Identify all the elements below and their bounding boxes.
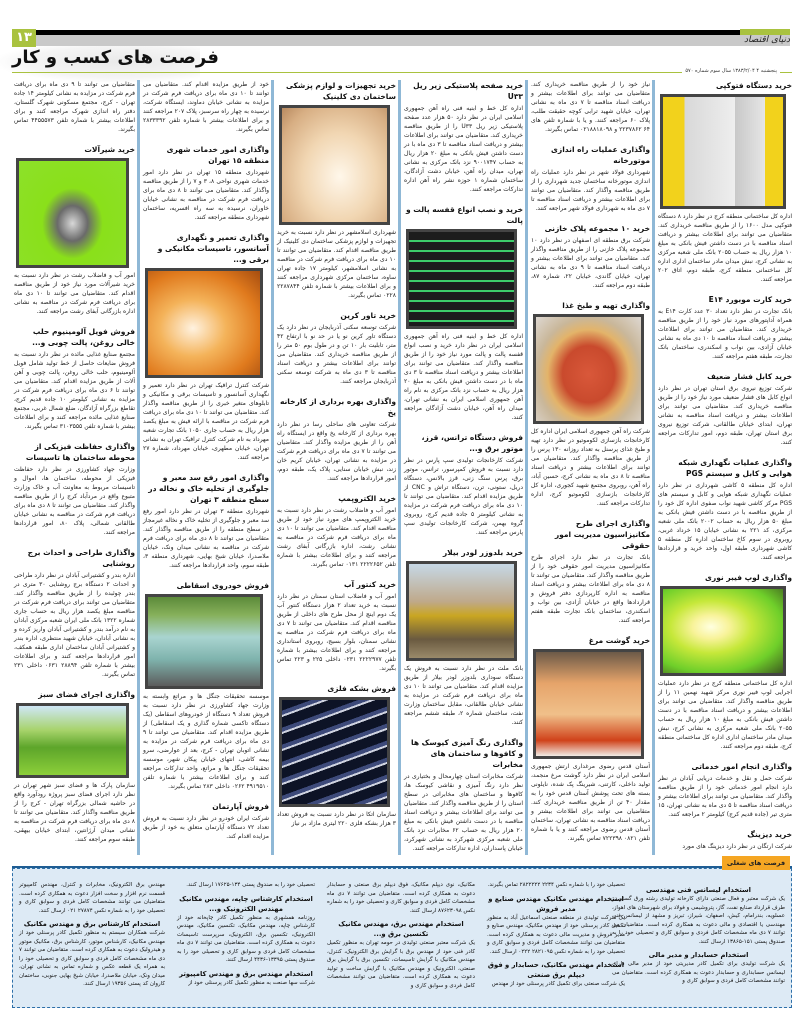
ad-title: واگذاری انجام امور خدماتی xyxy=(691,762,792,771)
ad-item xyxy=(525,635,650,843)
stethoscope-photo xyxy=(279,105,390,225)
column-rule xyxy=(652,80,655,855)
ad-item xyxy=(137,580,269,791)
fiber-photo xyxy=(660,586,786,676)
ad-item xyxy=(137,801,269,841)
ad-item xyxy=(271,310,396,386)
ad-item xyxy=(525,80,650,134)
ad-item xyxy=(398,432,523,537)
ad-title: خرید گوشت مرغ xyxy=(588,636,650,645)
job-title: استخدام مهندس مکانیک مهندس صنایع و مدیر فروش xyxy=(488,894,624,913)
ad-item xyxy=(137,472,269,570)
ad-body: بانک تجارت در نظر دارد تعداد ۳۰ عدد کارت E۱۴ به همراه آداپتورهای مورد نیاز خود را از طریق مناقصه خریداری کند. متقاضیان می توانند برای اطلاعات بیشتر و دریافت اسناد مناقصه تا ۱۰ دی ماه به نشانی خیابان آزادی، بین نواب و اسکندری، ساختمان بانک تجارت، طبقه هفتم مراجعه کنند. xyxy=(658,308,792,360)
rack-photo xyxy=(406,229,517,329)
ad-title: واگذاری تهیه و طبخ غذا xyxy=(562,301,650,310)
ad-title: خرید دستگاه فتوکپی xyxy=(715,81,792,90)
ad-body: شرکت برق منطقه ای اصفهان در نظر دارد ۱۰ مجموعه پلاک خازنی را از طریق مناقصه واگذار کند. متقاضیان می توانند برای اطلاعات بیشتر و دریافت اسناد مناقصه تا ۹ دی ماه به نشانی تهران، خیابان گاندی، خیابان ۲۲، شماره ۸۷، طبقه دوم مراجعه کنند. xyxy=(531,237,650,289)
jobs-column-5 xyxy=(13,881,171,989)
ad-item xyxy=(8,441,135,537)
ad-body: شرکت مخابرات استان چهارمحال و بختیاری در نظر دارد رنگ آمیزی و نقاشی کیوسک ها، کافوها و ساختمان های مخابراتی در سطح استان را از طریق مناقصه واگذار کند. متقاضیان می توانند برای اطلاعات بیشتر و دریافت اسناد مناقصه با در دست داشتن فیش بانکی به مبلغ ۲۰ هزار ریال به حساب ۶۲ مخابرات نزد بانک ملی شعبه مرکزی شهرکرد به نشانی شهرکرد، خیابان پاسداران، اداره تدارکات مراجعه کنند. xyxy=(404,773,523,852)
column-2 xyxy=(525,80,650,855)
job-body: تحصیلی خود را با شماره نکس ۲۲۳۴ ۲۸۲۲۲۲۲ تماس بگیرند. xyxy=(487,882,625,888)
jobs-section xyxy=(12,868,792,1008)
barrels-photo xyxy=(279,697,390,807)
gears-photo xyxy=(145,268,263,378)
ad-body: شرکت توزیع نیروی برق استان تهران در نظر دارد انواع کابل های فشار ضعیف مورد نیاز خود را از طریق مناقصه خریداری کند. متقاضیان می توانند برای اطلاعات بیشتر و دریافت اسناد مناقصه به نشانی تهران، ابتدای خیابان طالقانی، شرکت توزیع نیروی برق استان تهران، طبقه دوم، امور تدارکات مراجعه کنند. xyxy=(658,385,792,446)
job-body: یک شرکت تولیدی در منطقه صنعتی اسماعیل آباد به منظور تکمیل کادر پرسنلی خود از مهندس مکانیک، مهندس صنایع و مدیر فروش و مدیریت مالی دعوت به همکاری کرده است. متقاضیان می توانند مشخصات کامل فردی و سوابق کاری و تحصیلی خود را به شماره نکس ۲۸۲۱۰۹۵ ۰۲۲۲ ارسال کنند. xyxy=(487,914,625,955)
ad-title: واگذاری بهره برداری از کارخانه یخ xyxy=(279,397,396,417)
ad-body: شرکت کنترل ترافیک تهران در نظر دارد تعمیر و نگهداری آسانسور و تاسیسات برقی و مکانیکی و تابلوهای متغیر خبری را از طریق مناقصه واگذار کند. متقاضیان می توانند تا ۱۰ دی ماه برای دریافت فرم شرکت در مناقصه با ارائه فیش به مبلغ یکصد هزار ریال به حساب جاری ۱۰۵۰ بانک تجارت شعبه مهرداد به نام شرکت کنترل ترافیک تهران به نشانی تهران، خیابان مطهری، خیابان مهرداد، شماره ۲۷ مراجعه کنند. xyxy=(143,382,269,461)
ad-body: شرکت توسعه سکنی آذربایجان در نظر دارد یک دستگاه تاور کرین نو یا در حد نو با ارتفاع ۴۲ متر، تابلیت بار ۱۰ تن و در طول بوم ۵۰ متر را از طریق مناقصه خریداری کند. متقاضیان می توانند برای اطلاعات بیشتر و دریافت اسناد مناقصه تا ۳ دی ماه به شرکت توسعه سکنی آذربایجان مراجعه کنند. xyxy=(277,324,396,385)
ad-body: امور آب و فاضلاب استان سمنان در نظر دارد نسبت به خرید تعداد ۲ هزار دستگاه کنتور آب یک دوم اینچ از محل طرح های داخلی از طریق مناقصه اقدام کند. متقاضیان می توانند تا ۷ دی ماه برای دریافت فرم شرکت در مناقصه به نشانی سمنان، بلوار بسیج، روبروی استانداری مراجعه کنند و برای اطلاعات بیشتر با شماره تلفن ۲۲۲۲۹۷۷ ۰۲۳۱ داخلی ۲۲۵ و ۲۲۳ تماس بگیرند. xyxy=(277,593,396,672)
job-body: یک شرکت معتبر و فعال صنعتی دارای کارخانه تولیدی رشته ورق گستر در طرف قرارداد صنایع نفت، گاز، پتروشیمی و فولاد برای شهرستان های اهواز، عسلویه، بندرامام، کیش، اصفهان، شیراز، تبریز و مشهد از لیسانس فنی مهندسی یا اقتصادی و مالی دعوت به همکاری کرده است. متقاضیان می توانند ۷ دی ماه مشخصات کامل فردی و سوابق کاری و تحصیلی خود را به صندوق پستی ۱۵۱-۱۳۸۶۵ ارسال کنند. xyxy=(612,896,785,945)
job-title: استخدام مهندس برق و مهندس کامپیوتر xyxy=(179,969,313,978)
ad-body: شهرداری اسلامشهر در نظر دارد نسبت به خرید تجهیزات و لوازم پزشکی ساختمان دی کلینیک از طریق مناقصه اقدام کند. متقاضیان می توانند تا ۱۰ دی ماه برای دریافت فرم شرکت در مناقصه به نشانی اسلامشهر، کیلومتر ۱۷ جاده تهران ساوه، ساختمان مرکزی شهرداری مراجعه کنند و برای اطلاعات بیشتر با شماره تلفن ۲۲۸۷۸۴۴ ۰۲۲۸ تماس بگیرند. xyxy=(277,229,396,299)
ad-item xyxy=(398,80,523,194)
ad-title: واگذاری لوپ فیبر نوری xyxy=(705,573,792,582)
ad-body: موسسه تحقیقات جنگل ها و مراتع وابسته به وزارت جهاد کشاورزی در نظر دارد نسبت به فروش تعداد ۹ دستگاه از خودروهای اسقاطی (یک دستگاه تاکسی شماره گذاری و یک اسقاطی) از طریق مزایده اقدام کند. متقاضیان می توانند تا ۹ دی ماه برای دریافت فرم شرکت در مزایده به نشانی اتوبان تهران - کرج، بعد از عوارضی، سرو بیمه کاشی، انتهای خیابان پیکان شهر، موسسه تحقیقات جنگل ها و مراتع، واحد تدارکات مراجعه کنند و برای اطلاعات بیشتر با شماره تلفن ۴۹۱۹۵۱۰ ۰۲۶۲ داخلی ۲۸۳ تماس بگیرند. xyxy=(143,693,269,790)
ad-body: شرکت ایران خودرو در نظر دارد نسبت به فروش تعداد ۷۲ دستگاه آپارتمان متعلق به خود از طریق مزایده اقدام کند. xyxy=(143,815,269,840)
ad-body: شهرداری منطقه ۳ تهران در نظر دارد امور رفع سد معبر و جلوگیری از تخلیه خاک و نخاله غیرمجاز در سطح منطقه را از طریق مناقصه واگذار کند. متقاضیان می توانند تا ۸ دی ماه برای دریافت فرم شرکت در مناقصه به نشانی میدان ونک، خیابان ملاصدرا، خیابان شیخ بهایی، شهرداری منطقه ۳، طبقه سوم، واحد قراردادها مراجعه کنند. xyxy=(143,508,269,569)
issue-line: پنجشنبه ۴ ۱۳۸۳/۲/۰۴ سال سوم شماره ۵۷۰ xyxy=(682,68,780,74)
pizza-photo xyxy=(533,314,644,424)
header-grey-band xyxy=(20,35,790,46)
car-photo xyxy=(145,594,263,689)
job-body: شرکت همکاران سیستم به منظور تکمیل کادر پرسنلی خود از مهندس مکانیک، کارشناس موتور، کارشناس برق، مکانیک موتور و هیدرولیک دعوت به همکاری کرده است. متقاضیان می توانند ۷ دی ماه مشخصات کامل فردی و سوابق کاری و تحصیلی خود را به همراه یک قطعه عکس و شماره تماس به نشانی تهران، میدان ونک، خیابان ملاصدرا، خیابان شیخ بهایی جنوبی، ساختمان کاروان کد پستی ۱۹۳۵۶ ارسال کنند. xyxy=(19,930,165,987)
job-body: یک شرکت تولیدی برای تکمیل کادر مدیریتی خود از مدیر مالی دارای لیسانس حسابداری و حسابدار دعوت به همکاری کرده است. متقاضیان می توانند مشخصات کامل فردی و سوابق کاری و xyxy=(612,961,785,984)
ad-item xyxy=(8,80,135,134)
ad-item xyxy=(398,204,523,422)
ad-title: خرید شیرآلات xyxy=(84,145,135,154)
ad-item xyxy=(652,572,792,751)
ad-title: واگذاری طراحی و احداث برج روشنایی xyxy=(27,548,135,568)
ad-body: سازمان اتکا در نظر دارد نسبت به فروش تعداد ۳ هزار بشکه فلزی ۲۲۰ لیتری مازاد بر نیاز xyxy=(277,811,396,827)
section-title: فرصت های کسب و کار xyxy=(12,47,219,68)
ad-title: خرید و نصب انواع قفسه پالت و پالت xyxy=(405,205,523,225)
ad-item xyxy=(271,80,396,300)
ad-title: خرید کنتور آب xyxy=(343,580,396,589)
ad-body: بانک ملت در نظر دارد نسبت به فروش یک دستگاه سوداری بلدوزر لودر بیلار از طریق مزایده اقدام کند. متقاضیان می توانند تا ۱۰ دی ماه برای دریافت فرم شرکت در مزایده به نشانی خیابان طالقانی، مقابل ساختمان وزارت نفت، ساختمان شماره ۲، طبقه ششم مراجعه کنند. xyxy=(404,665,523,726)
ad-item xyxy=(137,144,269,222)
ad-item xyxy=(525,518,650,625)
ad-item xyxy=(271,396,396,483)
ad-body: سازمان پارک ها و فضای سبز شهر تهران در نظر دارد اجرای فضای سبز پروژه رودآورد واقع در حاشیه شمالی بزرگراه تهران - کرج را از طریق مناقصه واگذار کند. متقاضیان می توانند تا ۸ دی ماه برای دریافت فرم شرکت در مناقصه به نشانی میدان آرژانتین، ابتدای خیابان بیهقی، طبقه سوم مراجعه کنند. xyxy=(14,782,135,843)
column-6 xyxy=(8,80,135,855)
ad-title: واگذاری تعمیر و نگهداری آسانسور، تاسیسات مکانیکی و برقی و... xyxy=(157,233,269,264)
ad-body: آستان قدس رضوی مرغداری ارتش جمهوری اسلامی ایران در نظر دارد گوشت مرغ منجمد، تولید داخلی، کارتنی، شیرینگ پک شده، نایلونی بسته های تحت پوشش آستان قدس خود را به مقدار ۴۰ تن از طریق مناقصه خریداری کند. متقاضیان می توانند برای اطلاعات بیشتر و دریافت اسناد مناقصه به نشانی تهران، ساختمان آستان قدس رضوی مراجعه کنند و یا با شماره تلفن ۰۸۲۱ ۷۲۲۳۹۸ تماس بگیرند. xyxy=(531,763,650,842)
ad-title: واگذاری امور رفع سد معبر و جلوگیری از تخلیه خاک و نخاله در سطح منطقه ۳ تهران xyxy=(148,473,269,504)
ad-item xyxy=(525,144,650,213)
ad-title: واگذاری اجرای طرح مکانیزاسیون مدیریت امور حقوقی xyxy=(554,519,650,550)
column-1 xyxy=(652,80,792,855)
job-body: روزنامه همشهری به منظور تکمیل کادر چاپخانه خود از کارشناس چاپه، مهندس مکانیک، تکنسین مکانیک، مهندس الکترونیک، تکنسین برق، الکترونیک، سرپرست تاسیسات دعوت به همکاری کرده است. متقاضیان می توانند ۷ دی ماه مشخصات کامل فردی و سوابق کاری و تحصیلی خود را به صندوق پستی ۱۳۳۹۵-۴۴۳۶ ارسال کنند. xyxy=(177,914,315,963)
ad-title: خرید تجهیزات و لوازم پزشکی ساختمان دی کلینیک xyxy=(285,81,396,101)
ad-item xyxy=(137,80,269,134)
page-number: ۱۳ xyxy=(12,29,36,47)
ad-title: واگذاری حفاظت فیزیکی از محوطه ساختمان ها تاسیسات xyxy=(25,442,135,462)
ad-body: وزارت جهاد کشاورزی در نظر دارد حفاظت فیزیکی از محوطه، ساختمان ها، اموال و تاسیسات مربوط به معاونت آب و خاک وزارت متبوع واقع در مردآباد کرج را از طریق مناقصه واگذار کند. متقاضیان می توانند تا ۸ دی ماه برای دریافت فرم شرکت در مناقصه به نشانی خیابان طالقانی شمالی، پلاک ۸۰، امور قراردادها مراجعه کنند. xyxy=(14,466,135,536)
ad-body: شرکت حمل و نقل و خدمات دریایی آبادان در نظر دارد انجام امور خدماتی خود را از طریق مناقصه واگذار کند. متقاضیان می توانند برای اطلاعات بیشتر و دریافت اسناد مناقصه تا ۵ دی ماه به نشانی تهران، ۱۵ متری تیر (جاده قدیم کرج) کیلومتر ۲ مراجعه کنند. xyxy=(658,775,792,818)
ad-body: امور آب و فاضلاب رشت در نظر دارد نسبت به خرید الکتروپمپ های مورد نیاز خود از طریق مناقصه اقدام کند. متقاضیان می توانند تا ۱۰ دی ماه برای دریافت فرم شرکت در مناقصه به نشانی رشت، اداره بازرگانی آبفای رشت مراجعه کنند و برای اطلاعات بیشتر با شماره تلفن ۲۲۲۲۶۵۲ ۰۱۳۱ تماس بگیرند. xyxy=(277,507,396,568)
ad-title: واگذاری اجرای فضای سبز xyxy=(38,690,135,699)
ad-title: واگذاری عملیات راه اندازی موتورخانه xyxy=(551,145,650,165)
jobs-column-3 xyxy=(321,881,481,990)
ad-body: اداره کل خط و ابنیه فنی راه آهن جمهوری اسلامی ایران در نظر دارد خرید و نصب انواع قفسه پالت و پالت مورد نیاز خود را از طریق مناقصه واگذار کند. متقاضیان می توانند برای اطلاعات بیشتر و دریافت اسناد مناقصه تا ۳ دی ماه با در دست داشتن فیش بانکی به مبلغ ۲۰ هزار ریال به حساب نزد بانک مرکزی به نام راه آهن جمهوری اسلامی ایران به نشانی تهران، میدان راه آهن، خیابان دشت آزادگان مراجعه کنند. xyxy=(404,333,523,421)
column-3 xyxy=(398,80,523,855)
tree-photo xyxy=(16,703,129,778)
job-title: استخدام لیسانس فنی مهندسی xyxy=(645,886,752,894)
ad-item xyxy=(398,737,523,853)
jobs-column-2 xyxy=(481,881,631,989)
ad-body: اداره کل ساختمانی منطقه کرج در نظر دارد عملیات اجرایی لوپ فیبر نوری مرکز شهید نهمین ۱۱ را از طریق مناقصه واگذار کند. متقاضیان می توانند برای اطلاعات بیشتر و دریافت اسناد مناقصه با در دست داشتن فیش بانکی به مبلغ ۱۰ هزار ریال به حساب ۲۰۵۵ بانک ملی شعبه مرکزی به نشانی کرج، نبش میدان مادر ساختمان اداری اداره کل ساختمانی منطقه کرج، طبقه دوم مراجعه کنند. xyxy=(658,680,792,750)
ad-title: فروش خودروی اسقاطی xyxy=(176,581,269,590)
ad-body: اداره کل منطقه ۵ کاشی شهرداری در نظر دارد عملیات نگهداری شبکه هوایی و کابل و سیستم های PGS مرکز کاشی شهید نواب صفوی اداره کل خود را از طریق مناقصه با در دست داشتن فیش بانکی به مبلغ ۵۰ هزار ریال به حساب ۲۰۰۲ بانک ملی شعبه مرکزی، کد ۲۲۱ به نشانی خیابان ۱۵ خرداد غربی، روبروی در سوم کاخ ساختمان اداره کل منطقه ۵ کاشی شهرداری طبقه اول، واحد خرید و قراردادها مراجعه کنند. xyxy=(658,482,792,561)
ad-title: فروش فویل آلومینیوم حلب خالی روغن، پالت چوبی و... xyxy=(32,327,135,347)
ad-title: واگذاری امور خدمات شهری منطقه ۱۵ تهران xyxy=(166,145,269,165)
ad-item xyxy=(8,689,135,844)
ad-item xyxy=(652,829,792,851)
column-rule xyxy=(271,80,274,855)
ad-body: شهرداری منطقه ۱۵ تهران در نظر دارد امور خدمات شهری نواحی ۸، ۳ و ۷ را از طریق مناقصه واگذار کند. متقاضیان می توانند تا ۸ دی ماه برای دریافت فرم شرکت در مناقصه به نشانی خیابان خاوران، نرسیده به سه راه افسریه، ساختمان شهرداری منطقه مراجعه کنند. xyxy=(143,169,269,221)
jobs-column-4 xyxy=(171,881,321,987)
ad-item xyxy=(652,761,792,819)
job-body: مهندس برق الکترونیک، مخابرات و کنترل، مهندس کامپیوتر قسمت نرم افزار و سخت افزار دعوت به همکاری کرده است. متقاضیان می توانند مشخصات کامل فردی و سوابق کاری و تحصیلی خود را به شماره نکس ۲۷۸۷۴ ۰۲۱ ارسال کنند. xyxy=(19,882,165,914)
ad-title: واگذاری عملیات نگهداری شبکه هوایی و کابل و سیستم PGS xyxy=(678,458,792,478)
ad-item xyxy=(652,80,792,284)
ad-item xyxy=(271,683,396,828)
job-title: استخدام کارشناس چاپه، مهندس مکانیک مهندس الکترونیک و... xyxy=(179,894,313,913)
ad-item xyxy=(652,457,792,562)
ad-body: شرکت کارخانجات تولیدی سپ پارس در نظر دارد نسبت به فروش کمپرسور، ترانس، موتور برق، پرس سنگ زنی، قرز بالانس، دستگاه دریل، ستونی، ترن، دستگاه تراش و CNC از طریق مزایده اقدام کند. متقاضیان می توانند تا ۱۰ دی ماه برای دریافت فرم شرکت در مزایده به نشانی کیلومتر ۵ جاده قدیم کرج، روبروی گروه بهمن، شرکت کارخانجات تولیدی سپ پارس مراجعه کنند. xyxy=(404,457,523,536)
ad-item xyxy=(398,547,523,727)
ad-body: اداره کل خط و ابنیه فنی راه آهن جمهوری اسلامی ایران در نظر دارد ۵۰ هزار عدد صفحه پلاستیکی زیر ریل U۳۳ را از طریق مناقصه خریداری کند. متقاضیان می توانند برای اطلاعات بیشتر و دریافت اسناد مناقصه تا ۳ دی ماه با در دست داشتن فیش بانکی به مبلغ ۲۰ هزار ریال به حساب ۹۰۰۱۷۴۷ نزد بانک مرکزی به نشانی تهران، میدان راه آهن، خیابان دشت آزادگان، ساختمان شماره ۱ حوزه نشر راه آهن اداره تدارکات مراجعه کنند. xyxy=(404,105,523,193)
column-4 xyxy=(271,80,396,855)
ad-body: شرکت ارتگان در نظر دارد دیزینگ های مورد xyxy=(682,843,792,850)
column-rule xyxy=(525,80,528,855)
ad-title: فروش آپارتمان xyxy=(212,802,269,811)
job-title: استخدام مهندس مکانیک، حسابدار و فوق دیپلم برق صنعتی xyxy=(487,961,625,979)
ad-item xyxy=(652,371,792,447)
column-rule xyxy=(137,80,140,855)
column-rule xyxy=(398,80,401,855)
job-body: مکانیک، نوی دیپلم مکانیک، فوق دیپلم برق صنعتی و حسابدار دعوت به همکاری کرده است. متقاضیان می توانند ۷ دی ماه مشخصات کامل فردی و سوابق کاری و تحصیلی خود را به شماره نکس ۸۷۶۲۳۰۹۸ ارسال کنند. xyxy=(326,882,475,914)
ad-title: فروش دستگاه ترانس، قرز، موتور برق و... xyxy=(421,433,523,453)
faucet-photo xyxy=(16,158,129,268)
ad-title: خرید صفحه پلاستیکی زیر ریل U۳۳ xyxy=(413,81,523,101)
ad-body: شهرداری فولاد شهر در نظر دارد عملیات راه اندازی موتورخانه ساختمان جدید شهرداری را از طریق مناقصه واگذار کند. متقاضیان می توانند برای اطلاعات بیشتر و دریافت اسناد مناقصه تا ۷ دی ماه به شهرداری فولاد شهر مراجعه کنند. xyxy=(531,169,650,212)
ad-title: خرید بلدوزر لودر بیلار xyxy=(442,548,523,557)
ad-title: فروش بشکه فلزی xyxy=(327,684,396,693)
loader-photo xyxy=(406,561,517,661)
ad-item xyxy=(137,232,269,462)
ad-item xyxy=(525,223,650,290)
job-body: یک شرکت معتبر صنعتی تولیدی در حومه تهران به منظور تکمیل کادر فنی خود از مهندس برق با گرایش برق الکترونیک، کنترل، مهندس مکانیک با گرایش تاسیسات، تکنسین برق با گرایش برق صنعتی، الکترونیک و مهندس مکانیک با گرایش ساخت و تولید دعوت به همکاری کرده است. متقاضیان می توانند مشخصات کامل فردی و سوابق کاری و xyxy=(327,940,475,989)
chicken-photo xyxy=(533,649,644,759)
ad-title: واگذاری رنگ آمیزی کیوسک ها و کافوها و ساختمان های مخابرات xyxy=(411,738,523,769)
job-title: استخدام حسابدار و مدیر مالی xyxy=(648,951,749,959)
ad-body: امور آب و فاضلاب رشت در نظر دارد نسبت به خرید شیرآلات مورد نیاز خود از طریق مناقصه اقدام کند. متقاضیان می توانند تا ۱۰ دی ماه برای دریافت فرم شرکت در مناقصه به نشانی اداره بازرگانی آبفای رشت مراجعه کنند. xyxy=(14,272,135,315)
ad-body: مجتمع صنایع غذایی مائده در نظر دارد نسبت به فروش ضایعات حاصل از خط تولید شامل فویل آلومینیوم، حلب خالی روغن، پالت چوبی و آهن آلات از طریق مزایده اقدام کند. متقاضیان می توانند تا ۶ دی ماه برای دریافت فرم شرکت در مزایده به نشانی کیلومتر ۱۰ جاده قدیم کرج، تقاطع بزرگراه آزادگان، ضلع شمال غربی، مجتمع صنایع غذایی مائده مراجعه کنند و برای اطلاعات بیشتر با شماره تلفن ۳۱۰۳۵۵۵ تماس بگیرند. xyxy=(14,351,135,430)
ad-body: بانک تجارت در نظر دارد اجرای طرح مکانیزاسیون مدیریت امور حقوقی خود را از طریق مناقصه واگذار کند. متقاضیان می توانند تا ۸ دی ماه برای اطلاعات بیشتر و دریافت اسناد مناقصه به اداره کارپردازی دفتر فروش و قراردادها واقع در خیابان آزادی، بین نواب و اسکندری، ساختمان بانک تجارت طبقه هفتم مراجعه کنند. xyxy=(531,554,650,624)
ad-title: خرید الکتروپمپ xyxy=(338,494,396,503)
ad-item xyxy=(652,294,792,361)
job-title: استخدام مهندس برق، مهندس مکانیک تکنسین برق و... xyxy=(338,920,464,938)
newspaper-brand: دنیای اقتصاد xyxy=(744,35,790,45)
ad-body: شرکت راه آهن جمهوری اسلامی ایران اداره کل کارخانجات بازسازی لکوموتیو در نظر دارد تهیه و طبخ غذای پرسنل به تعداد روزانه ۱۳۰ پرس را از طریق مناقصه واگذار کند. متقاضیان می توانند برای اطلاعات بیشتر و دریافت اسناد مناقصه تا ۸ دی ماه به نشانی کرج، حسین آباد، راه آهن، روبروی مجتمع شهید کجوری، اداره کل کارخانجات بازسازی لکوموتیو کرج، اداره تدارکات مراجعه کنند. xyxy=(531,428,650,507)
ad-item xyxy=(8,326,135,431)
header-underline xyxy=(12,72,792,73)
job-body: یک شرکت صنعتی برای تکمیل کادر پرسنلی خود از مهندس xyxy=(491,981,625,987)
ad-body: نیاز خود را از طریق مناقصه خریداری کند. متقاضیان می توانند برای اطلاعات بیشتر و دریافت اسناد مناقصه تا ۷ دی ماه به نشانی تهران، خیابان شهید ترابی کوچه حقیقت طلب، پلاک ۶۰ مراجعه کنند. و یا با شماره تلفن های ۶۴ ۲۲۳۷۸۶۲ و ۰۲۱۸۸۱۸۰۹۸ تماس بگیرند. xyxy=(531,81,650,133)
column-5 xyxy=(137,80,269,855)
ad-item xyxy=(8,144,135,316)
ad-item xyxy=(271,579,396,673)
ad-title: خرید تاور کرین xyxy=(340,311,396,320)
ad-body: خود از طریق مزایده اقدام کند. متقاضیان می توانند تا ۱۰ دی ماه برای دریافت فرم شرکت در مزایده به نشانی خیابان دماوند، ایستگاه شرکت، نرسیده به چهار راه سرسبز، پلاک ۲۰۷ مراجعه کنند و برای اطلاعات بیشتر با شماره تلفن ۲۸۳۳۳۹۲ تماس بگیرند. xyxy=(143,81,269,133)
jobs-column-1 xyxy=(606,881,791,986)
job-body: تحصیلی خود را به صندوق پستی ۱۳۴-۱۷۶۲۵ ارسال کنند. xyxy=(186,882,315,888)
ad-title: خرید ۱۰ مجموعه پلاک خازنی xyxy=(544,224,650,233)
ad-title: خرید دیزینگ xyxy=(747,830,792,839)
ad-item xyxy=(525,300,650,508)
ad-body: شرکت تعاونی های ساحلی رسا در نظر دارد بهره برداری از کارخانه یخ واقع در ایستگاه راه آهن را از طریق مزایده واگذار کند. متقاضیان می توانند تا ۷ دی ماه برای دریافت فرم شرکت در مزایده به نشانی تهران، خیابان کریم خان زند، نبش خیابان سنایی، پلاک یک، طبقه دوم، امور قراردادها مراجعه کنند. xyxy=(277,421,396,482)
job-title: استخدام کارشناس برق و مهندس مکانیک xyxy=(23,920,161,928)
ad-body: اداره بندر و کشتیرانی آبادان در نظر دارد طراحی و احداث ۲ دستگاه برج روشنایی ۳۰ متری در بندر چوئبده را از طریق مناقصه واگذار کند. متقاضیان می توانند برای دریافت فرم شرکت در مناقصه مبلغ یکصد هزار ریال به حساب جاری شماره ۱۳۲۲ بانک ملی ایران شعبه مرکزی آبادان به نام درآمد بندر و کشتیرانی آبادان واریز کرده و به نشانی آبادان، خیابان شهید منتظری، اداره بندر و کشتیرانی آبادان ساختمان اداری طبقه همکف، امور قراردادها مراجعه کنند و برای اطلاعات بیشتر با شماره تلفن ۲۸۸۹۴ ۰۶۳۱ داخلی ۲۳۱ تماس بگیرند. xyxy=(14,572,135,678)
ad-item xyxy=(271,493,396,569)
ad-title: خرید کارت موبورد E۱۴ xyxy=(708,295,792,304)
copier-photo xyxy=(660,94,786,209)
ad-item xyxy=(8,547,135,679)
ad-body: اداره کل ساختمانی منطقه کرج در نظر دارد ۸ دستگاه فتوکپی مدل ۱۶۰۰ را از طریق مناقصه خریداری کند. متقاضیان می توانند برای اطلاعات بیشتر و دریافت اسناد مناقصه با در دست داشتن فیش بانکی به مبلغ ۱۰ هزار ریال به حساب ۲۰۵۵ بانک ملی شعبه مرکزی به نشانی کرج، نبش میدان مادر ساختمان اداری اداره کل ساختمانی منطقه کرج، طبقه دوم، اتاق ۲۰۲ مراجعه کنند. xyxy=(658,213,792,283)
job-body: شرکت سها صنعت به منظور تکمیل کادر پرسنلی خود از xyxy=(188,979,315,986)
jobs-tab-label: فرصت های شغلی xyxy=(722,856,790,870)
ad-title: خرید کابل فشار ضعیف xyxy=(707,372,792,381)
ad-body: متقاضیان می توانند تا ۹ دی ماه برای دریافت فرم شرکت در مزایده به نشانی کیلومتر ۱۴ جاده تهران - کرج، مجتمع مسکونی شهرک گلستان، دفتر راه اندازی شهرک مراجعه کنند و برای اطلاعات بیشتر با شماره تلفن ۴۴۵۵۵۷۳ تماس بگیرند. xyxy=(14,81,135,133)
